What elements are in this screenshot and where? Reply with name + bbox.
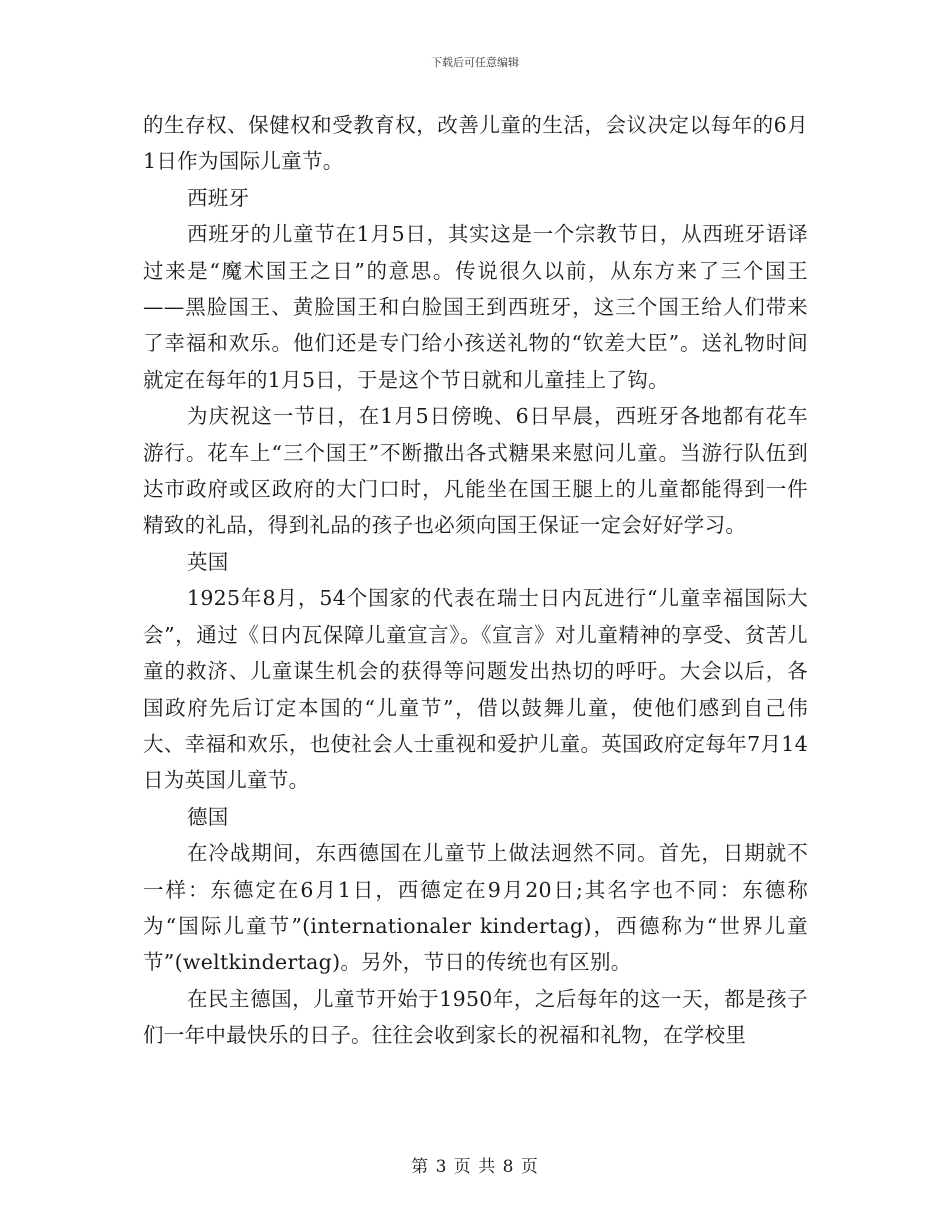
paragraph-spain-celebration: 为庆祝这一节日，在1月5日傍晚、6日早晨，西班牙各地都有花车游行。花车上“三个国王”不断撒出各式糖果来慰问儿童。当游行队伍到达市政府或区政府的大门口时，凡能坐在国王腿上的儿童都能得到一件精致的礼品，得到礼品的孩子也必须向国王保证一定会好好学习。 [143,404,808,538]
section-heading-spain: 西班牙 [187,185,250,210]
paragraph-continuation: 的生存权、保健权和受教育权，改善儿童的生活，会议决定以每年的6月1日作为国际儿童节。 [143,113,808,174]
page-header: 下载后可任意编辑 [431,56,519,69]
paragraph-uk: 1925年8月，54个国家的代表在瑞士日内瓦进行“儿童幸福国际大会”，通过《日内瓦保障儿童宣言》。《宣言》对儿童精神的享受、贫苦儿童的救济、儿童谋生机会的获得等问题发出热切的呼吁。大会以后，各国政府先后订定本国的“儿童节”，借以鼓舞儿童，使他们感到自己伟大、幸福和欢乐，也使社会人士重视和爱护儿童。英国政府定每年7月14日为英国儿童节。 [143,586,808,793]
document-body [143,107,808,1054]
paragraph-germany-cold-war: 在冷战期间，东西德国在儿童节上做法迥然不同。首先，日期就不一样：东德定在6月1日，西德定在9月20日;其名字也不同：东德称为“国际儿童节”(internationaler kindertag)，西德称为“世界儿童节”(weltkindertag)。另外，节日的传统也有区别。 [143,841,808,975]
paragraph-spain-intro: 西班牙的儿童节在1月5日，其实这是一个宗教节日，从西班牙语译过来是“魔术国王之日”的意思。传说很久以前，从东方来了三个国王——黑脸国王、黄脸国王和白脸国王到西班牙，这三个国王给人们带来了幸福和欢乐。他们还是专门给小孩送礼物的“钦差大臣”。送礼物时间就定在每年的1月5日，于是这个节日就和儿童挂上了钩。 [143,222,808,392]
section-heading-uk: 英国 [187,549,229,574]
paragraph-germany-gdr: 在民主德国，儿童节开始于1950年，之后每年的这一天，都是孩子们一年中最快乐的日子。往往会收到家长的祝福和礼物，在学校里 [143,986,808,1048]
section-heading-germany: 德国 [187,804,229,829]
page-number-footer: 第 3 页 共 8 页 [411,1157,539,1177]
